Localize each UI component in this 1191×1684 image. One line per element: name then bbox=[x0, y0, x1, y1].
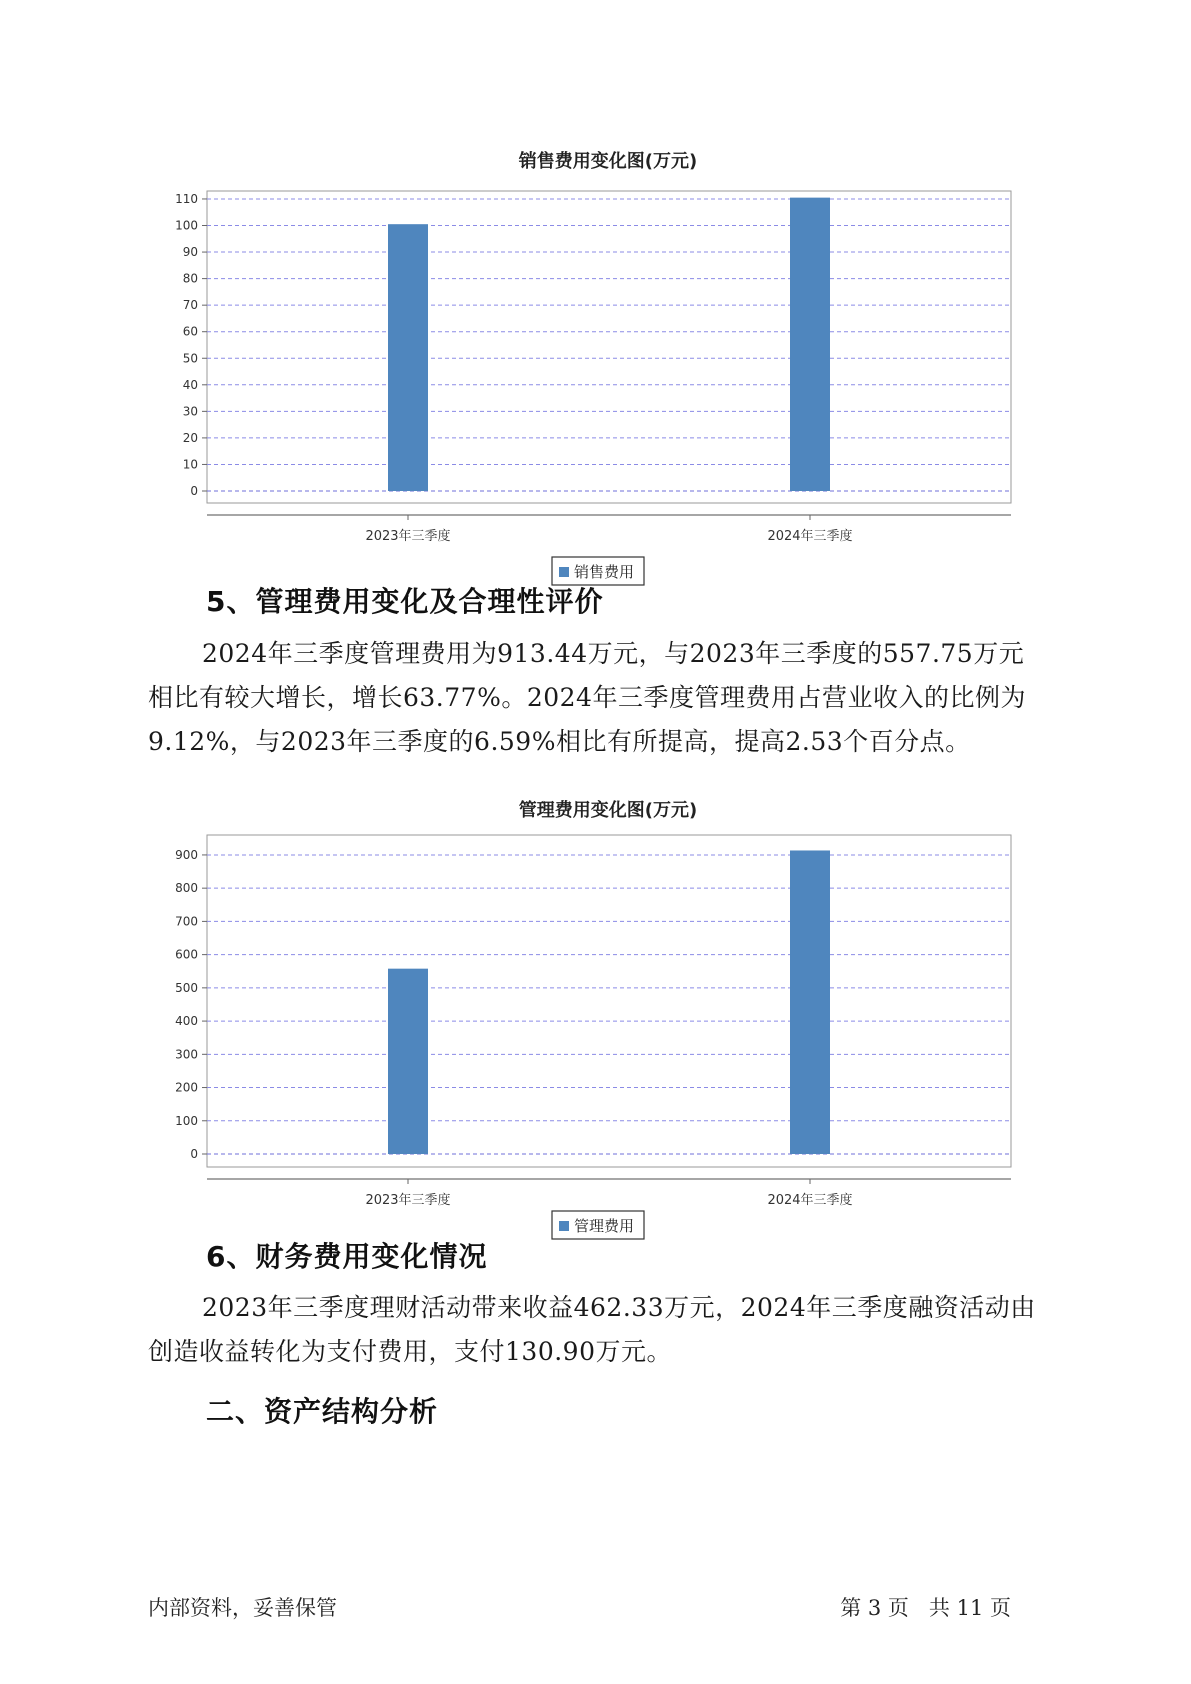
x-axis-labels bbox=[365, 1179, 852, 1208]
y-tick-label: 300 bbox=[175, 1047, 198, 1062]
y-tick-label: 10 bbox=[182, 457, 198, 472]
x-tick-label: 2024年三季度 bbox=[767, 529, 853, 544]
bar-2 bbox=[790, 850, 830, 1154]
admin-expense-paragraph: 2024年三季度管理费用为913.44万元，与2023年三季度的557.75万元相比有较大增长，增长63.77%。2024年三季度管理费用占营业收入的比例为9.12%，与2023年三季度的6.59%相比有所提高，提高2.53个百分点。 bbox=[148, 639, 1026, 756]
y-tick-label: 900 bbox=[175, 847, 198, 862]
x-tick-label: 2023年三季度 bbox=[365, 529, 451, 544]
x-tick-label: 2024年三季度 bbox=[767, 1193, 853, 1208]
plot-area bbox=[207, 191, 1011, 503]
y-tick-label: 20 bbox=[182, 430, 198, 445]
legend bbox=[552, 1211, 644, 1239]
y-tick-label: 600 bbox=[175, 947, 198, 962]
bar-1 bbox=[388, 969, 428, 1154]
section-title-finance-expense: 6、财务费用变化情况 bbox=[206, 1240, 488, 1273]
bar-1 bbox=[388, 224, 428, 491]
finance-expense-paragraph: 2023年三季度理财活动带来收益462.33万元，2024年三季度融资活动由创造收益转化为支付费用，支付130.90万元。 bbox=[148, 1293, 1036, 1366]
chart-title: 管理费用变化图(万元) bbox=[518, 800, 698, 821]
x-axis-labels bbox=[365, 515, 852, 544]
sales-expense-chart bbox=[150, 135, 1030, 595]
y-tick-label: 500 bbox=[175, 980, 198, 995]
legend-label: 管理费用 bbox=[574, 1217, 635, 1235]
y-tick-label: 0 bbox=[190, 1147, 198, 1161]
y-tick-label: 800 bbox=[175, 881, 198, 896]
y-tick-label: 70 bbox=[182, 298, 198, 313]
y-tick-label: 700 bbox=[175, 914, 198, 929]
y-tick-label: 200 bbox=[175, 1080, 198, 1095]
section-title-asset-structure: 二、资产结构分析 bbox=[206, 1395, 439, 1428]
y-tick-label: 110 bbox=[175, 191, 198, 206]
x-tick-label: 2023年三季度 bbox=[365, 1193, 451, 1208]
y-tick-label: 40 bbox=[182, 377, 198, 392]
y-tick-label: 30 bbox=[182, 404, 198, 419]
y-tick-label: 0 bbox=[190, 484, 198, 498]
footer-page-number: 第 3 页 共 11 页 bbox=[840, 1596, 1011, 1620]
y-tick-label: 100 bbox=[175, 218, 198, 233]
y-tick-label: 60 bbox=[182, 324, 198, 339]
bar-2 bbox=[790, 198, 830, 491]
plot-area bbox=[207, 835, 1011, 1167]
y-axis-ticks bbox=[175, 848, 207, 1161]
y-tick-label: 50 bbox=[182, 351, 198, 366]
legend-label: 销售费用 bbox=[574, 563, 635, 581]
y-tick-label: 80 bbox=[182, 271, 198, 286]
footer-confidential-note: 内部资料，妥善保管 bbox=[148, 1596, 337, 1620]
y-axis-ticks bbox=[175, 192, 207, 498]
y-tick-label: 400 bbox=[175, 1014, 198, 1029]
y-tick-label: 90 bbox=[182, 245, 198, 260]
chart-title: 销售费用变化图(万元) bbox=[518, 151, 698, 172]
legend-swatch bbox=[559, 567, 569, 577]
y-tick-label: 100 bbox=[175, 1113, 198, 1128]
section-title-admin-expense: 5、管理费用变化及合理性评价 bbox=[206, 585, 604, 618]
legend-swatch bbox=[559, 1221, 569, 1231]
admin-expense-chart bbox=[150, 788, 1030, 1248]
